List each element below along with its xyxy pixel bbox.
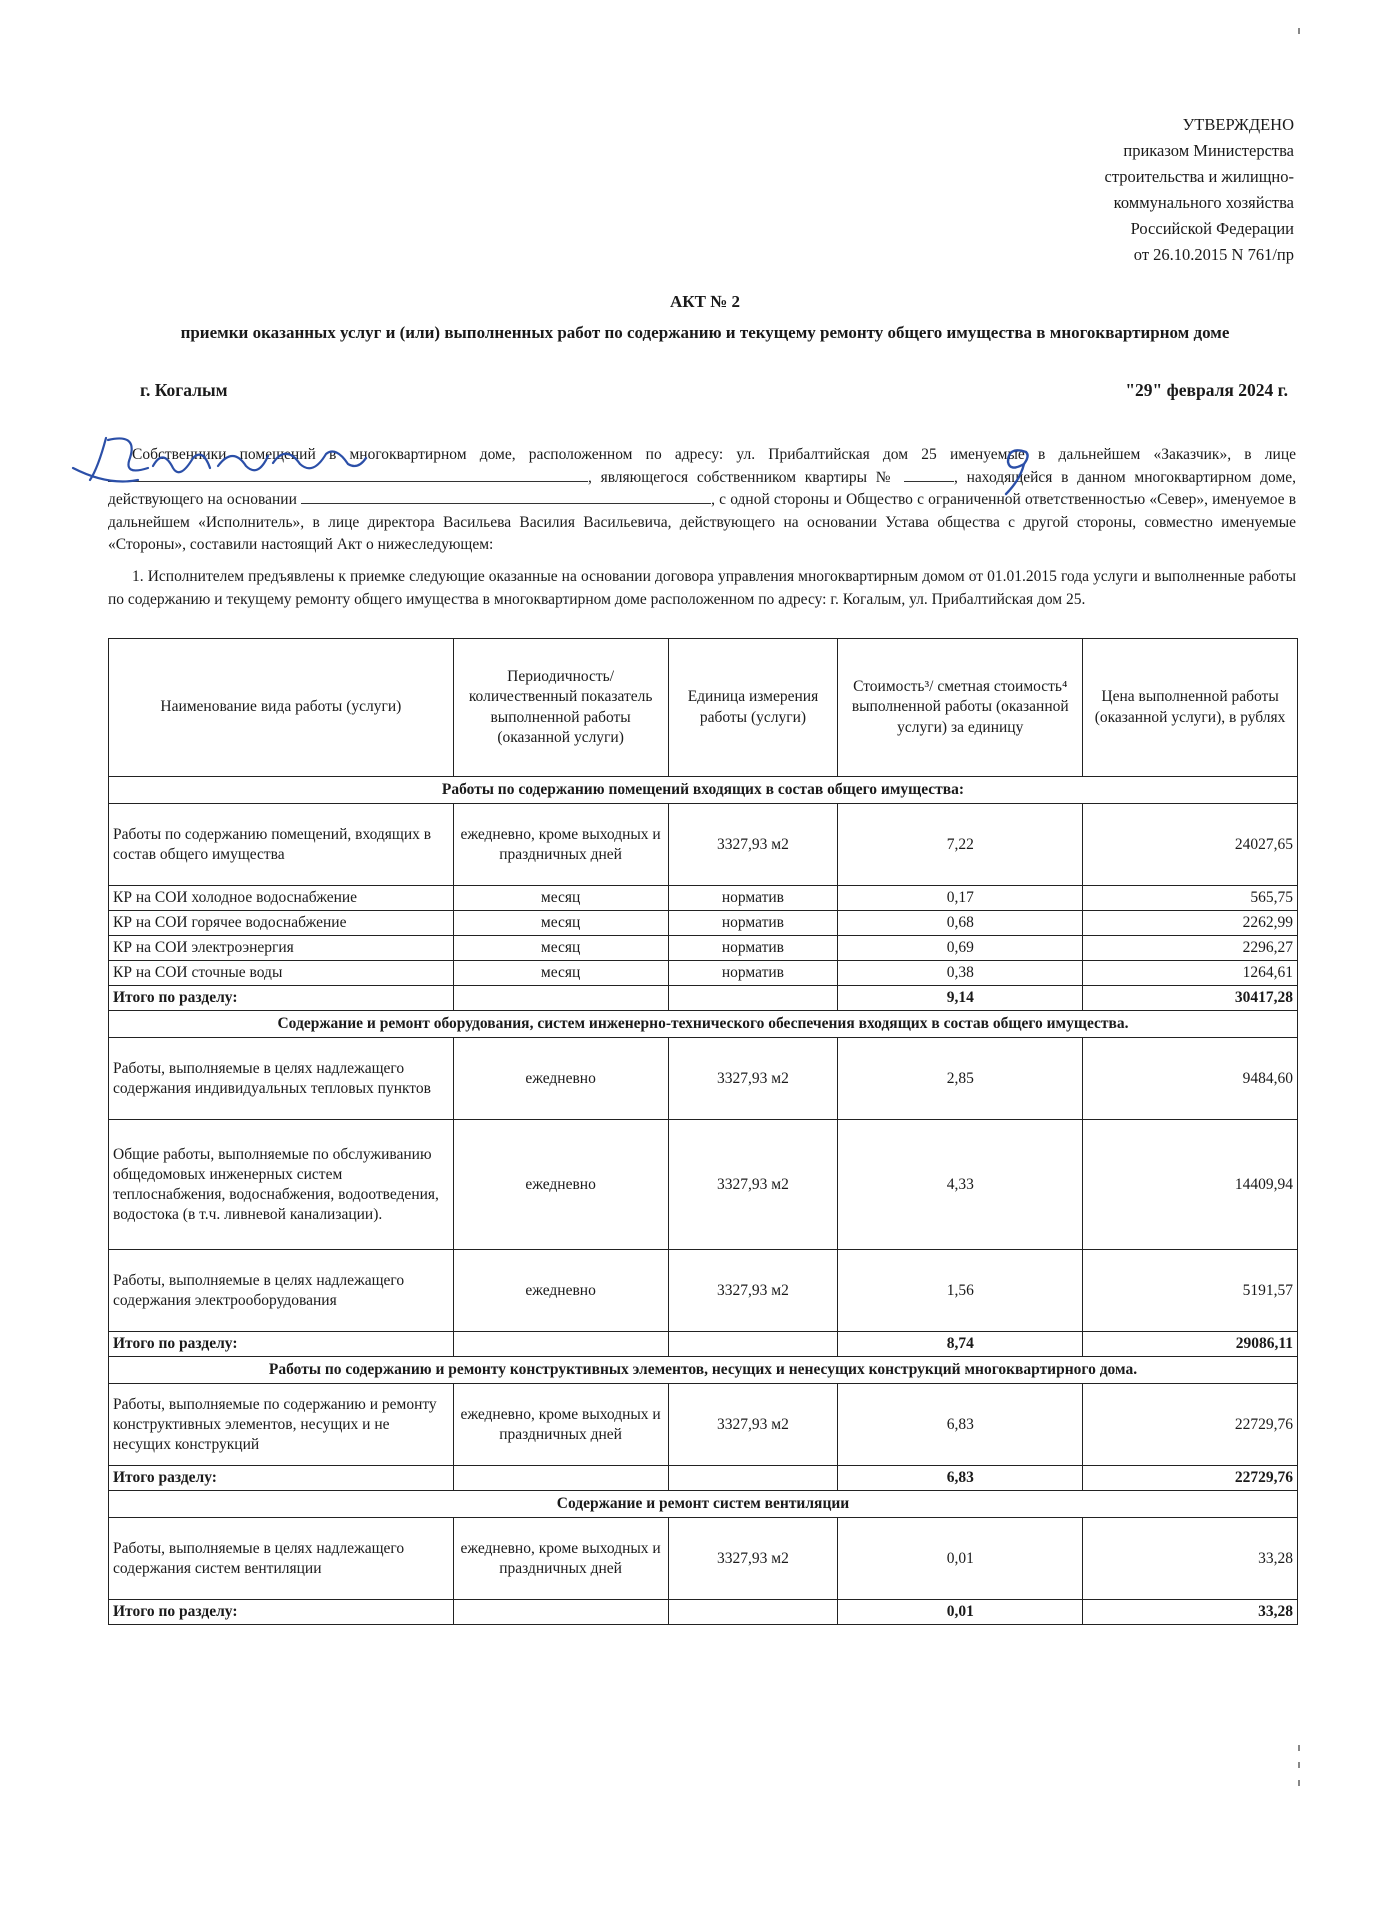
total-price: 30417,28 [1083,986,1298,1011]
cell-periodicity: ежедневно, кроме выходных и праздничных дней [453,804,668,886]
cell-price: 5191,57 [1083,1250,1298,1332]
intro-part-1: Собственники помещений в многоквартирном доме, расположенном по адресу: ул. Прибалтийская дом 25 именуемые в дальнейшем «Заказчик», в лице [132,446,1296,463]
cell-unit: 3327,93 м2 [668,1120,838,1250]
cell-price: 1264,61 [1083,961,1298,986]
cell-periodicity: ежедневно, кроме выходных и праздничных дней [453,1518,668,1600]
header-price: Цена выполненной работы (оказанной услуги), в рублях [1083,639,1298,777]
cell-unit-cost: 0,01 [838,1518,1083,1600]
cell-unit: норматив [668,911,838,936]
section-title: Работы по содержанию помещений входящих в состав общего имущества: [109,777,1298,804]
document-subtitle: приемки оказанных услуг и (или) выполненных работ по содержанию и текущему ремонту общего имущества в многоквартирном доме [180,323,1230,342]
works-table [108,638,1298,1625]
total-empty-cell [668,1600,838,1625]
cell-work-name: КР на СОИ электроэнергия [109,936,454,961]
cell-unit-cost: 0,38 [838,961,1083,986]
section-total-row [109,986,1298,1011]
cell-work-name: КР на СОИ горячее водоснабжение [109,911,454,936]
cell-unit: 3327,93 м2 [668,1250,838,1332]
cell-price: 2296,27 [1083,936,1298,961]
cell-unit: норматив [668,936,838,961]
section-total-row [109,1466,1298,1491]
total-unit-cost: 6,83 [838,1466,1083,1491]
scan-speck [1298,1745,1300,1751]
approval-line: приказом Министерства [1123,141,1294,160]
cell-unit-cost: 0,17 [838,886,1083,911]
approval-line: Российской Федерации [1130,219,1294,238]
header-periodicity: Периодичность/ количественный показатель выполненной работы (оказанной услуги) [453,639,668,777]
total-unit-cost: 0,01 [838,1600,1083,1625]
cell-price: 565,75 [1083,886,1298,911]
cell-periodicity: ежедневно [453,1250,668,1332]
total-price: 33,28 [1083,1600,1298,1625]
total-label: Итого по разделу: [109,1600,454,1625]
cell-periodicity: ежедневно [453,1120,668,1250]
cell-work-name: КР на СОИ сточные воды [109,961,454,986]
cell-work-name: Работы, выполняемые в целях надлежащего содержания электрооборудования [109,1250,454,1332]
cell-price: 14409,94 [1083,1120,1298,1250]
total-empty-cell [453,1332,668,1357]
total-empty-cell [453,1466,668,1491]
total-label: Итого по разделу: [109,1332,454,1357]
cell-price: 24027,65 [1083,804,1298,886]
total-price: 29086,11 [1083,1332,1298,1357]
intro-part-4: , с одной стороны и Общество с ограниченной ответственностью «Север», именуемое в дальнейшем «Исполнитель», в лице директора Васильева Василия Васильевича, действующего на основании Устава общества с другой стороны, совместно именуемые «Стороны», составили настоящий Акт о нижеследующем: [108,491,1297,553]
handwritten-apartment-number-icon [986,438,1046,498]
cell-unit-cost: 4,33 [838,1120,1083,1250]
approval-line: от 26.10.2015 N 761/пр [1133,245,1294,264]
table-row [109,804,1298,886]
scan-speck [1298,28,1300,34]
header-work-name: Наименование вида работы (услуги) [109,639,454,777]
cell-price: 33,28 [1083,1518,1298,1600]
cell-work-name: Работы, выполняемые по содержанию и ремонту конструктивных элементов, несущих и не несущих конструкций [109,1384,454,1466]
table-row [109,1518,1298,1600]
document-city: г. Когалым [140,380,228,400]
intro-part-3: , находящейся в данном многоквартирном доме, действующего на основании [108,468,1297,508]
cell-work-name: Работы, выполняемые в целях надлежащего содержания индивидуальных тепловых пунктов [109,1038,454,1120]
document-date: "29" февраля 2024 г. [1125,380,1288,400]
cell-unit: 3327,93 м2 [668,1518,838,1600]
cell-periodicity: месяц [453,961,668,986]
cell-work-name: Общие работы, выполняемые по обслуживанию общедомовых инженерных систем теплоснабжения, водоснабжения, водоотведения, водостока (в т.ч. ливневой канализации). [109,1120,454,1250]
total-price: 22729,76 [1083,1466,1298,1491]
approval-line: УТВЕРЖДЕНО [1182,115,1294,134]
header-unit-cost: Стоимость³/ сметная стоимость⁴ выполненной работы (оказанной услуги) за единицу [838,639,1083,777]
cell-periodicity: месяц [453,886,668,911]
table-row [109,936,1298,961]
section-title: Содержание и ремонт оборудования, систем инженерно-технического обеспечения входящих в состав общего имущества. [109,1011,1298,1038]
cell-unit-cost: 7,22 [838,804,1083,886]
section-title: Содержание и ремонт систем вентиляции [109,1491,1298,1518]
cell-price: 2262,99 [1083,911,1298,936]
cell-unit: 3327,93 м2 [668,804,838,886]
cell-unit: норматив [668,886,838,911]
total-label: Итого разделу: [109,1466,454,1491]
table-row [109,886,1298,911]
total-empty-cell [453,1600,668,1625]
cell-unit-cost: 0,69 [838,936,1083,961]
approval-line: строительства и жилищно- [1104,167,1294,186]
section-total-row [109,1600,1298,1625]
total-empty-cell [668,1332,838,1357]
total-empty-cell [453,986,668,1011]
total-empty-cell [668,986,838,1011]
approval-line: коммунального хозяйства [1113,193,1294,212]
table-row [109,911,1298,936]
document-title: АКТ № 2 [669,292,741,311]
total-unit-cost: 8,74 [838,1332,1083,1357]
cell-price: 9484,60 [1083,1038,1298,1120]
cell-periodicity: ежедневно [453,1038,668,1120]
cell-periodicity: ежедневно, кроме выходных и праздничных дней [453,1384,668,1466]
intro-part-2: , являющегося собственником квартиры № [588,468,896,486]
cell-price: 22729,76 [1083,1384,1298,1466]
approval-stamp-block [1105,112,1294,268]
cell-unit: норматив [668,961,838,986]
cell-unit-cost: 6,83 [838,1384,1083,1466]
cell-periodicity: месяц [453,936,668,961]
table-row [109,961,1298,986]
cell-work-name: КР на СОИ холодное водоснабжение [109,886,454,911]
scan-speck [1298,1780,1300,1786]
scan-speck [1298,1762,1300,1768]
total-label: Итого по разделу: [109,986,454,1011]
total-empty-cell [668,1466,838,1491]
section-title: Работы по содержанию и ремонту конструктивных элементов, несущих и ненесущих конструкций многоквартирного дома. [109,1357,1298,1384]
cell-unit-cost: 1,56 [838,1250,1083,1332]
cell-unit: 3327,93 м2 [668,1038,838,1120]
apartment-blank [904,467,954,482]
cell-unit: 3327,93 м2 [668,1384,838,1466]
table-row [109,1038,1298,1120]
table-row [109,1384,1298,1466]
table-row [109,1250,1298,1332]
cell-periodicity: месяц [453,911,668,936]
cell-work-name: Работы по содержанию помещений, входящих в состав общего имущества [109,804,454,886]
handwritten-signature-icon [68,428,368,498]
table-row [109,1120,1298,1250]
total-unit-cost: 9,14 [838,986,1083,1011]
cell-unit-cost: 0,68 [838,911,1083,936]
cell-work-name: Работы, выполняемые в целях надлежащего содержания систем вентиляции [109,1518,454,1600]
header-unit: Единица измерения работы (услуги) [668,639,838,777]
section-total-row [109,1332,1298,1357]
clause-1: 1. Исполнителем предъявлены к приемке следующие оказанные на основании договора управления многоквартирным домом от 01.01.2015 года услуги и выполненные работы по содержанию и текущему ремонту общего имущества в многоквартирном доме расположенном по адресу: г. Когалым, ул. Прибалтийская дом 25. [108,568,1296,608]
cell-unit-cost: 2,85 [838,1038,1083,1120]
